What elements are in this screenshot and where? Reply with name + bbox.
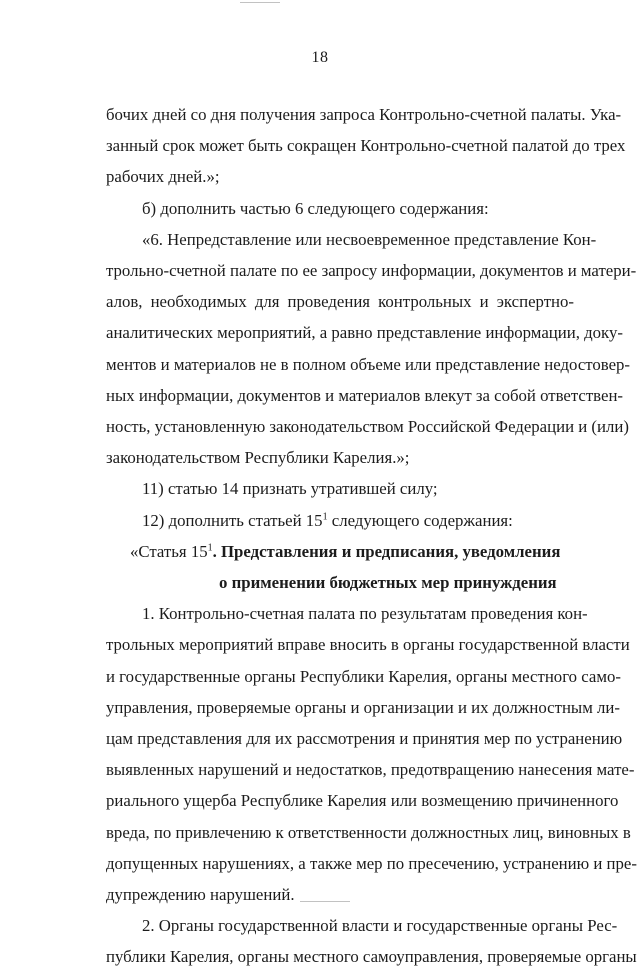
text-line: трольно-счетной палате по ее запросу информации, документов и матери- [106,261,637,281]
text-line: 2. Органы государственной власти и государственные органы Рес- [142,916,618,936]
text-line: аналитических мероприятий, а равно представление информации, доку- [106,323,623,343]
text-line: 11) статью 14 признать утратившей силу; [142,479,438,499]
text-line: и государственные органы Республики Карелия, органы местного само- [106,666,621,686]
text-fragment: следующего содержания: [327,510,513,530]
page-number: 18 [311,49,329,66]
article-title-part-1: . Представления и предписания, уведомления [212,541,561,561]
superscript: 1 [322,511,328,523]
superscript: 1 [207,542,213,554]
text-line: дупреждению нарушений. [106,885,295,905]
document-body [106,99,637,973]
text-line: «6. Непредставление или несвоевременное представление Кон- [142,229,597,249]
paragraph-article-part-1 [106,598,637,910]
text-line: рабочих дней.»; [106,167,220,187]
text-line: публики Карелия, органы местного самоуправления, проверяемые органы [106,947,637,967]
paragraph-item-11 [106,473,574,504]
text-line: управления, проверяемые органы и организации и их должностным ли- [106,697,620,717]
text-line: алов, необходимых для проведения контрольных и экспертно- [106,292,574,312]
article-heading [106,536,574,598]
paragraph-item-12 [106,505,574,536]
scan-edge-mark-top [240,2,280,3]
text-line: цам представления для их рассмотрения и принятия мер по устранению [106,729,623,749]
text-line: законодательством Республики Карелия.»; [106,448,410,468]
text-line: б) дополнить частью 6 следующего содержания: [142,198,489,218]
text-line: выявленных нарушений и недостатков, предотвращению нанесения мате- [106,760,635,780]
text-line: ментов и материалов не в полном объеме или представление недостовер- [106,354,631,374]
text-line: допущенных нарушениях, а также мер по пресечению, устранению и пре- [106,853,637,873]
paragraph-article-part-2 [106,910,637,972]
text-line: бочих дней со дня получения запроса Контрольно-счетной палаты. Ука- [106,105,622,124]
text-line: ность, установленную законодательством Российской Федерации и (или) [106,417,629,437]
text-line: ных информации, документов и материалов влекут за собой ответствен- [106,385,624,405]
text-line: 1. Контрольно-счетная палата по результатам проведения кон- [142,604,588,624]
text-line: риального ущерба Республике Карелия или возмещению причиненного [106,791,619,811]
article-heading-line-2: о применении бюджетных мер принуждения [219,573,557,593]
text-line: вреда, по привлечению к ответственности должностных лиц, виновных в [106,822,631,842]
paragraph-amendment-b [106,193,574,224]
text-line: трольных мероприятий вправе вносить в органы государственной власти [106,635,630,655]
text-line: занный срок может быть сокращен Контрольно-счетной палатой до трех [106,136,626,156]
paragraph-continuation [106,99,626,193]
article-heading-line-1 [106,536,574,567]
article-number: «Статья 15 [130,541,208,561]
text-fragment: 12) дополнить статьей 15 [142,510,323,530]
paragraph-part-6 [106,224,637,474]
text-line [106,505,574,536]
